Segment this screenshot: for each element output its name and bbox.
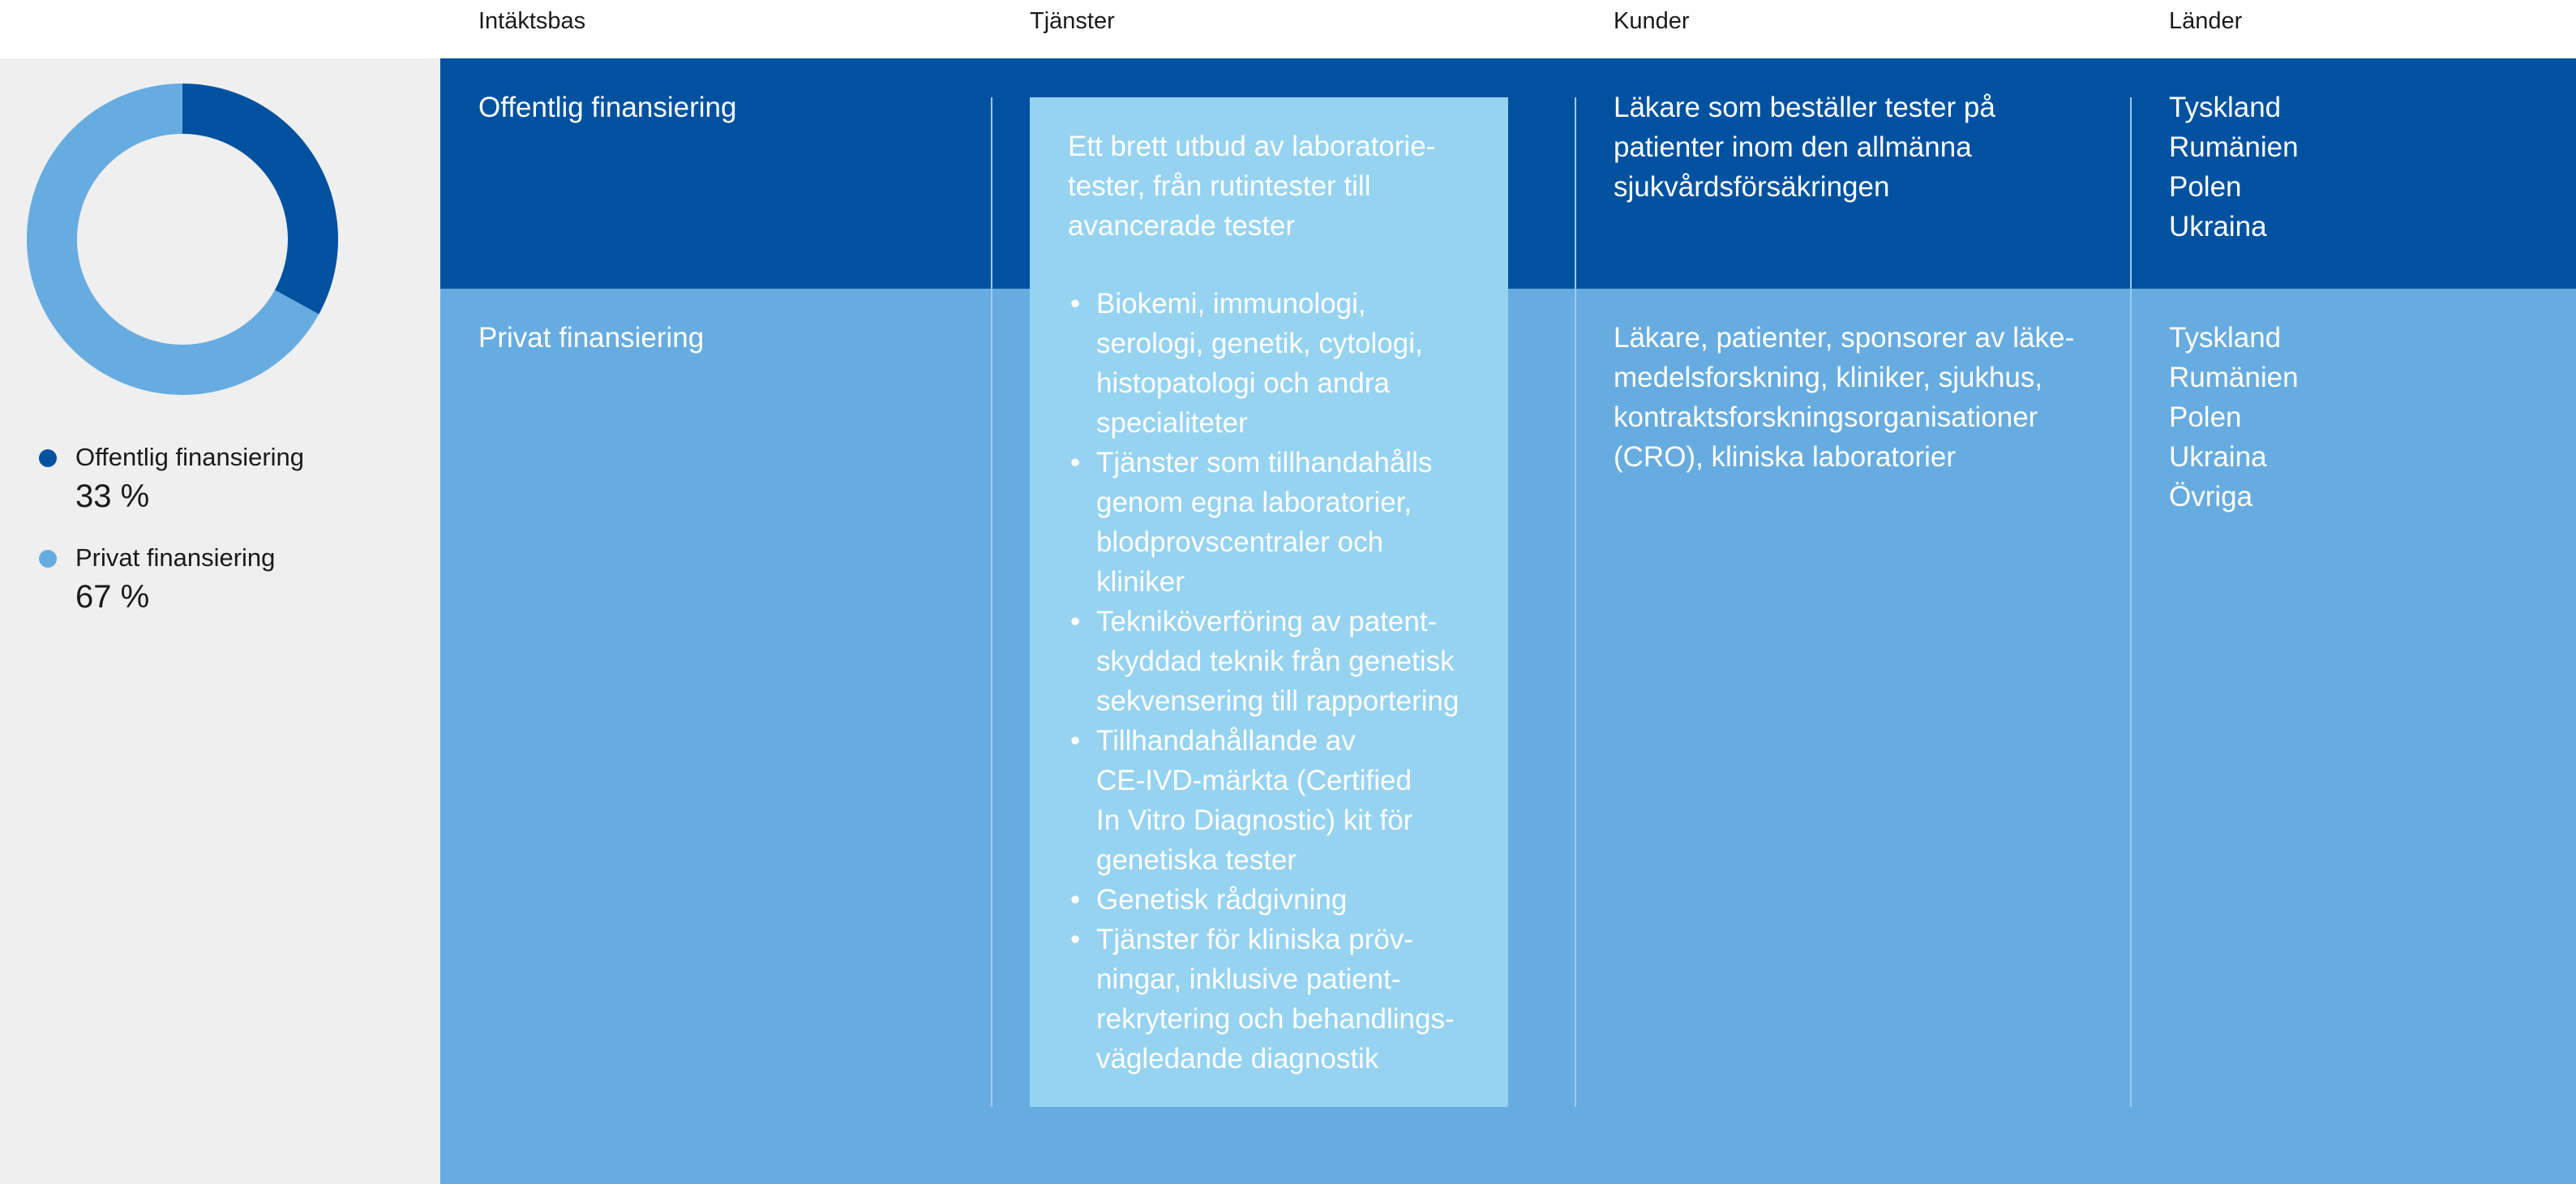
legend-public-dot — [39, 449, 57, 467]
services-list — [1068, 284, 1506, 1079]
legend-private-value: 67 % — [75, 579, 150, 615]
row-private-label: Privat finansiering — [478, 322, 705, 354]
list-item-text: Tillhandahållande av CE-IVD-märkta (Certified In Vitro Diagnostic) kit för genetiska tester — [1096, 725, 1413, 876]
bullet-icon: • — [1070, 725, 1081, 757]
header-countries: Länder — [2169, 8, 2243, 34]
row-public-customers: Läkare som beställer tester på patienter inom den allmänna sjukvårdsförsäkringen — [1614, 92, 1995, 203]
donut-slice-public — [182, 84, 338, 314]
list-item — [1068, 602, 1506, 721]
services-intro: Ett brett utbud av laboratorie- tester, från rutintester till avancerade tester — [1068, 131, 1436, 242]
list-item-text: Tjänster som tillhandahålls genom egna laboratorier, blodprovscentraler och kliniker — [1096, 447, 1433, 598]
row-private-countries: Tyskland Rumänien Polen Ukraina Övriga — [2169, 322, 2299, 513]
bullet-icon: • — [1070, 924, 1081, 955]
list-item-text: Biokemi, immunologi, serologi, genetik, cytologi, histopatologi och andra specialiteter — [1096, 288, 1423, 439]
bullet-icon: • — [1070, 288, 1081, 320]
column-divider — [991, 97, 992, 1107]
header-revenue-base: Intäktsbas — [478, 8, 586, 34]
revenue-donut-chart — [24, 81, 341, 397]
legend-public-value: 33 % — [75, 478, 150, 514]
bullet-icon: • — [1070, 447, 1081, 478]
row-private-customers: Läkare, patienter, sponsorer av läke- medelsforskning, kliniker, sjukhus, kontraktsforskningsorganisationer (CRO), kliniska laboratorier — [1614, 322, 2075, 473]
header-services: Tjänster — [1030, 8, 1115, 34]
row-public-label: Offentlig finansiering — [478, 92, 737, 123]
row-public-countries: Tyskland Rumänien Polen Ukraina — [2169, 92, 2299, 242]
list-item-text: Tjänster för kliniska pröv- ningar, inklusive patient- rekrytering och behandlings- vägledande diagnostik — [1096, 924, 1455, 1075]
list-item-text: Genetisk rådgivning — [1096, 884, 1348, 916]
header-customers: Kunder — [1614, 8, 1690, 34]
column-divider — [2130, 97, 2132, 1107]
column-divider — [1575, 97, 1576, 1107]
legend-private-dot — [39, 550, 57, 568]
list-item — [1068, 721, 1506, 880]
list-item — [1068, 920, 1506, 1079]
list-item — [1068, 443, 1506, 602]
bullet-icon: • — [1070, 884, 1081, 916]
list-item — [1068, 880, 1506, 920]
list-item-text: Tekniköverföring av patent- skyddad teknik från genetisk sekvensering till rapportering — [1096, 606, 1459, 717]
bullet-icon: • — [1070, 606, 1081, 637]
list-item — [1068, 284, 1506, 443]
legend-public-label: Offentlig finansiering — [75, 443, 305, 471]
legend-private-label: Privat finansiering — [75, 543, 276, 572]
